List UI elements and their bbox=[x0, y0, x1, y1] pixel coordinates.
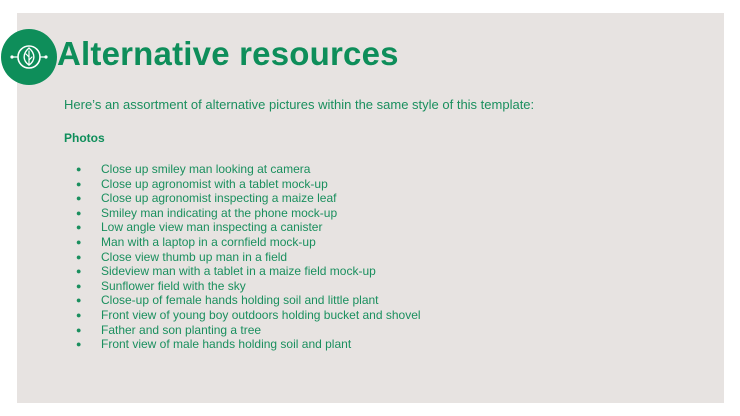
list-item[interactable]: ● Close-up of female hands holding soil and little plant bbox=[64, 293, 421, 308]
section-heading: Photos bbox=[64, 131, 105, 145]
list-item[interactable]: ● Close up agronomist with a tablet mock-up bbox=[64, 177, 421, 192]
list-item[interactable]: ● Close up agronomist inspecting a maize leaf bbox=[64, 191, 421, 206]
leaf-icon bbox=[9, 37, 49, 77]
list-item[interactable]: ● Sunflower field with the sky bbox=[64, 279, 421, 294]
list-item[interactable]: ● Front view of young boy outdoors holding bucket and shovel bbox=[64, 308, 421, 323]
logo-badge bbox=[1, 29, 57, 85]
intro-text: Here’s an assortment of alternative pictures within the same style of this template: bbox=[64, 97, 535, 112]
slide bbox=[17, 13, 724, 403]
photo-list bbox=[64, 162, 421, 352]
list-item[interactable]: ● Close view thumb up man in a field bbox=[64, 250, 421, 265]
list-item[interactable]: ● Front view of male hands holding soil and plant bbox=[64, 337, 421, 352]
list-item[interactable]: ● Low angle view man inspecting a canister bbox=[64, 220, 421, 235]
list-item[interactable]: ● Smiley man indicating at the phone mock-up bbox=[64, 206, 421, 221]
list-item[interactable]: ● Close up smiley man looking at camera bbox=[64, 162, 421, 177]
list-item[interactable]: ● Sideview man with a tablet in a maize field mock-up bbox=[64, 264, 421, 279]
list-item[interactable]: ● Man with a laptop in a cornfield mock-up bbox=[64, 235, 421, 250]
slide-title: Alternative resources bbox=[57, 35, 399, 72]
list-item[interactable]: ● Father and son planting a tree bbox=[64, 323, 421, 338]
